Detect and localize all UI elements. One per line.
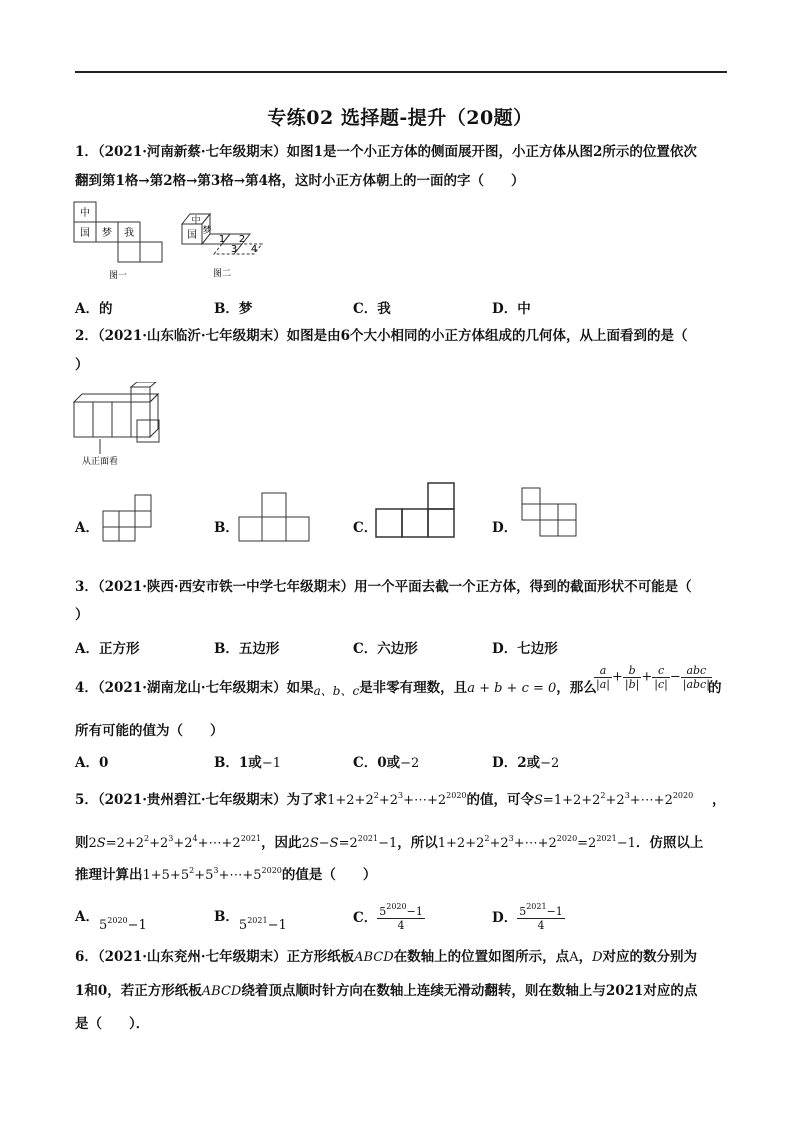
q4-condition: a + b + c = 0 [467, 681, 557, 696]
q4-line1: 4．（2021·湖南龙山·七年级期末）如果a、b、c是非零有理数，且a + b + c = 0，那么 [75, 680, 597, 698]
svg-text:2: 2 [238, 234, 246, 245]
q2-solid-figure [70, 382, 170, 468]
q5-option-d[interactable]: D． $\frac{5^{2021}-1}{4}$ [492, 902, 563, 932]
q2-option-c-figure [375, 482, 457, 544]
q2-line1: 2．（2021·山东临沂·七年级期末）如图是由6个大小相同的小正方体组成的几何体，从上面看到的是（ [75, 328, 688, 344]
q6-line1: 6．（2021·山东兖州·七年级期末）正方形纸板ABCD在数轴上的位置如图所示，点A，D对应的数分别为 [75, 949, 698, 965]
q1-figure-1 [72, 200, 172, 282]
q5-option-b[interactable]: B．$5^{2021}-1$ [214, 909, 287, 933]
q1-line1: 1．（2021·河南新蔡·七年级期末）如图1是一个小正方体的侧面展开图，小正方体从图2所示的位置依次 [75, 144, 697, 160]
q5-line1-comma: ， [712, 792, 726, 808]
q4-vars: a、b、c [313, 684, 360, 698]
q1-option-a[interactable]: A．的 [75, 301, 113, 317]
q5-option-c[interactable]: C． $\frac{5^{2020}-1}{4}$ [353, 902, 423, 932]
q1-option-b[interactable]: B．梦 [214, 301, 253, 317]
q4-line2: 所有可能的值为（ ） [75, 723, 224, 739]
q2-line2: ） [75, 357, 89, 373]
svg-text:4: 4 [250, 244, 258, 255]
q2-option-c[interactable]: C． [353, 520, 378, 536]
q2-option-b[interactable]: B． [214, 520, 239, 536]
top-rule [75, 71, 727, 73]
q6-line3: 是（ ）． [75, 1016, 150, 1032]
q5-line2: 则$2S=2+2^2+2^3+2^4+\cdots+2^{2021}$，因此$2S-S=2^{2021}-1$，所以$1+2+2^2+2^3+\cdots+2^{2020}=2^{2021}-1$．仿照以上 [75, 834, 704, 851]
q4-expression: $\frac{a}{|a|}$ + $\frac{b}{|b|}$ + $\frac{c}{|c|}$ − $\frac{\text{abc}}{\text{|abc|}}$ [596, 664, 710, 691]
q2-option-d[interactable]: D． [492, 520, 518, 536]
q1-option-d[interactable]: D．中 [492, 301, 531, 317]
fig1-cell-wo: 我 [124, 228, 134, 239]
q2-figure-caption: 从正面看 [81, 457, 119, 467]
svg-text:1: 1 [218, 234, 226, 245]
q1-option-c[interactable]: C．我 [353, 301, 391, 317]
svg-text:中: 中 [191, 216, 201, 226]
q2-option-b-figure [238, 491, 310, 543]
q4-line1-end: 的 [708, 680, 722, 696]
q2-option-d-figure [520, 486, 578, 544]
fig1-cell-zhong: 中 [80, 208, 90, 219]
q6-line2: 1和0，若正方形纸板ABCD绕着顶点顺时针方向在数轴上连续无滑动翻转，则在数轴上与2021对应的点 [75, 983, 698, 999]
q4-option-a[interactable]: A．0 [75, 755, 109, 771]
q2-option-a[interactable]: A． [75, 520, 99, 536]
fig1-caption: 图一 [108, 271, 128, 281]
svg-text:3: 3 [230, 244, 238, 255]
q3-line2: ） [75, 607, 89, 623]
svg-text:国: 国 [187, 230, 197, 241]
q5-option-a[interactable]: A．$5^{2020}-1$ [75, 909, 147, 933]
q4-option-d[interactable]: D．2或−2 [492, 755, 560, 771]
q4-option-b[interactable]: B．1或−1 [214, 755, 281, 771]
q3-option-a[interactable]: A．正方形 [75, 641, 140, 657]
q3-option-c[interactable]: C．六边形 [353, 641, 418, 657]
q1-line2: 翻到第1格→第2格→第3格→第4格，这时小正方体朝上的一面的字（ ） [75, 173, 525, 189]
q3-option-d[interactable]: D．七边形 [492, 641, 558, 657]
fig1-cell-guo: 国 [80, 228, 90, 239]
q4-option-c[interactable]: C．0或−2 [353, 755, 420, 771]
page-title: 专练02 选择题-提升（20题） [267, 107, 533, 129]
fig1-cell-meng: 梦 [102, 228, 112, 239]
q5-line3: 推理计算出$1+5+5^2+5^3+\cdots+5^{2020}$的值是（ ） [75, 866, 377, 883]
svg-text:梦: 梦 [202, 226, 212, 236]
fig2-caption: 图二 [212, 269, 232, 279]
q2-option-a-figure [102, 493, 156, 543]
q3-option-b[interactable]: B．五边形 [214, 641, 280, 657]
q1-figure-2 [180, 208, 280, 284]
q3-line1: 3．（2021·陕西·西安市铁一中学七年级期末）用一个平面去截一个正方体，得到的截面形状不可能是（ [75, 579, 692, 595]
q5-line1: 5．（2021·贵州碧江·七年级期末）为了求$1+2+2^2+2^3+\cdots+2^{2020}$的值，可令$S=1+2+2^2+2^3+\cdots+2^{2020}$ [75, 791, 694, 808]
